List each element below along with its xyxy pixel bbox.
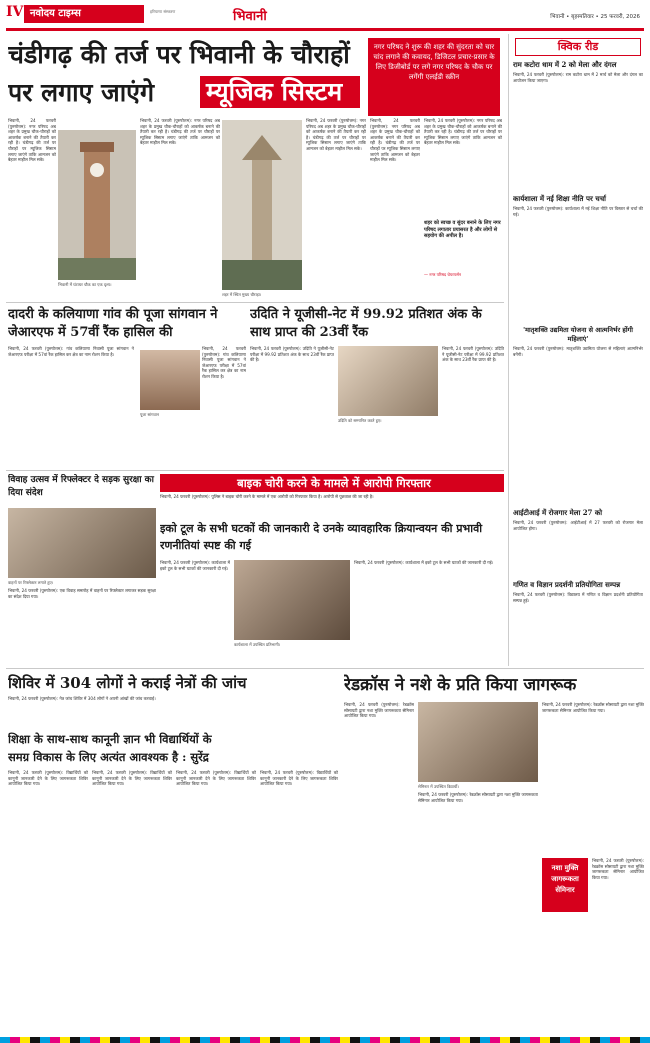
wedding-photo	[8, 508, 156, 578]
sidebar	[508, 34, 644, 666]
badge-line3: सेमिनार	[555, 886, 575, 894]
divider	[6, 302, 504, 303]
dadri-headline: दादरी के कलियाणा गांव की पूजा सांगवान ने जेआरएफ में 57वीं रैंक हासिल की	[8, 307, 218, 340]
lead-text-col2: भिवानी, 24 फरवरी (पुरुषोत्तम): नगर परिषद अब शहर के प्रमुख चौक-चौराहों को आकर्षक बनाने की तैयारी कर रही है। चंडीगढ़ की तर्ज पर चौराहों पर म्यूजिक सिस्टम लगाए जाएंगे ताकि आमजन को बेहतर माहौल मिल सके।	[140, 118, 220, 146]
edu-text-col1: भिवानी, 24 फरवरी (पुरुषोत्तम): विद्यार्थियों को कानूनी जानकारी देने के लिए जागरूकता शिविर आयोजित किया गया।	[8, 770, 88, 787]
wedding-headline: विवाह उत्सव में रिफ्लेक्टर दे सड़क सुरक्षा का दिया संदेश	[8, 475, 154, 498]
camp-headline: शिविर में 304 लोगों ने कराई नेत्रों की जांच	[8, 674, 247, 692]
dadri-caption: पूजा सांगवान	[140, 412, 160, 417]
udit-headline: उदिति ने यूजीसी-नेट में 99.92 प्रतिशत अंक के साथ प्राप्त की 23वीं रैंक	[250, 307, 482, 340]
lead-deck: नगर परिषद ने शुरू की शहर की सुंदरता को चार चांद लगाने की कवायद, डिजिटल प्रचार-प्रसार के लिए डिजीबोर्ड पर लगे नगर परिषद के चौक पर लगेंगी एलईडी स्क्रीन	[368, 38, 500, 116]
tool-photo	[234, 560, 350, 640]
sidebar-story4-text: भिवानी, 24 फरवरी (पुरुषोत्तम): आईटीआई में 27 फरवरी को रोजगार मेला आयोजित होगा।	[513, 520, 643, 531]
square-caption: शहर में स्थित मुख्य चौराहा।	[222, 292, 262, 297]
sidebar-story5-head: गणित व विज्ञान प्रदर्शनी प्रतियोगिता सम्पन्न	[513, 580, 621, 589]
square-photo	[222, 120, 302, 290]
sidebar-story2-text: भिवानी, 24 फरवरी (पुरुषोत्तम): कार्यशाला में नई शिक्षा नीति पर विस्तार से चर्चा की गई।	[513, 206, 643, 217]
redcross-badge	[542, 858, 588, 912]
page-number: IV	[6, 4, 24, 20]
registration-strip	[0, 1037, 650, 1043]
edu-text-col2: भिवानी, 24 फरवरी (पुरुषोत्तम): विद्यार्थियों को कानूनी जानकारी देने के लिए जागरूकता शिविर आयोजित किया गया।	[92, 770, 172, 787]
redcross-text: भिवानी, 24 फरवरी (पुरुषोत्तम): रेडक्रॉस सोसायटी द्वारा नशा मुक्ति जागरूकता सेमिनार आयोजित किया गया।	[344, 702, 414, 719]
clocktower-photo	[58, 130, 136, 280]
redcross-text-2: भिवानी, 24 फरवरी (पुरुषोत्तम): रेडक्रॉस सोसायटी द्वारा नशा मुक्ति जागरूकता सेमिनार आयोजित किया गया।	[542, 702, 644, 713]
sidebar-title: क्विक रीड	[515, 38, 641, 56]
tool-headline: इको टूल के सभी घटकों की जानकारी दे उनके व्यावहारिक क्रियान्वयन की प्रभावी रणनीतियां स्पष्ट की गई	[160, 522, 483, 552]
sidebar-story5-text: भिवानी, 24 फरवरी (पुरुषोत्तम): विद्यालय में गणित व विज्ञान प्रदर्शनी प्रतियोगिता सम्पन्न हुई।	[513, 592, 643, 603]
masthead-rule	[6, 28, 644, 31]
sidebar-story1-text: भिवानी, 24 फरवरी (पुरुषोत्तम): राम कटोरा धाम में 2 मार्च को मेला और दंगल का आयोजन किया जाएगा।	[513, 72, 643, 83]
tool-text-2: भिवानी, 24 फरवरी (पुरुषोत्तम): कार्यशाला में इको टूल के सभी घटकों की जानकारी दी गई।	[354, 560, 494, 565]
dadri-text-2: भिवानी, 24 फरवरी (पुरुषोत्तम): गांव कलियाणा निवासी पूजा सांगवान ने जेआरएफ परीक्षा में 57वां रैंक हासिल कर क्षेत्र का नाम रोशन किया है।	[202, 346, 246, 379]
sidebar-story3-head: 'मातृशक्ति उद्यमिता योजना से आत्मनिर्भर होंगी महिलाएं'	[523, 326, 633, 343]
redcross-caption: सेमिनार में उपस्थित विद्यार्थी।	[418, 784, 459, 789]
lead-headline-line1: चंडीगढ़ की तर्ज पर भिवानी के चौराहों	[8, 40, 350, 69]
udit-photo	[338, 346, 438, 416]
redcross-text-3: भिवानी, 24 फरवरी (पुरुषोत्तम): रेडक्रॉस सोसायटी द्वारा नशा मुक्ति जागरूकता सेमिनार आयोजित किया गया।	[418, 792, 538, 803]
udit-caption: उदिति को सम्मानित करते हुए।	[338, 418, 382, 423]
lead-quote-attribution: — नगर परिषद चेयरपर्सन	[424, 272, 461, 277]
edu-text-col4: भिवानी, 24 फरवरी (पुरुषोत्तम): विद्यार्थियों को कानूनी जानकारी देने के लिए जागरूकता शिविर आयोजित किया गया।	[260, 770, 338, 787]
lead-text-col3: भिवानी, 24 फरवरी (पुरुषोत्तम): नगर परिषद अब शहर के प्रमुख चौक-चौराहों को आकर्षक बनाने की तैयारी कर रही है। चंडीगढ़ की तर्ज पर चौराहों पर म्यूजिक सिस्टम लगाए जाएंगे ताकि आमजन को बेहतर माहौल मिल सके।	[306, 118, 366, 151]
tool-text: भिवानी, 24 फरवरी (पुरुषोत्तम): कार्यशाला में इको टूल के सभी घटकों की जानकारी दी गई।	[160, 560, 230, 571]
tool-caption: कार्यशाला में उपस्थित प्रतिभागी।	[234, 642, 281, 647]
redcross-text-4: भिवानी, 24 फरवरी (पुरुषोत्तम): रेडक्रॉस सोसायटी द्वारा नशा मुक्ति जागरूकता सेमिनार आयोजित किया गया।	[592, 858, 644, 880]
redcross-headline: रेडक्रॉस ने नशे के प्रति किया जागरूक	[344, 675, 577, 695]
lead-headline-highlight: म्यूजिक सिस्टम	[200, 76, 360, 108]
sidebar-story4-head: आईटीआई में रोजगार मेला 27 को	[513, 508, 603, 517]
masthead	[0, 0, 650, 34]
badge-line2: जागरूकता	[551, 875, 579, 883]
clocktower-caption: भिवानी में घंटाघर चौक का एक दृश्य।	[58, 282, 112, 287]
lead-quote: शहर को स्वच्छ व सुंदर बनाने के लिए नगर परिषद लगातार प्रयासरत है और लोगों से सहयोग की अपील है।	[424, 220, 501, 239]
dadri-photo	[140, 350, 200, 410]
edu-headline-line1: शिक्षा के साथ-साथ कानूनी ज्ञान भी विद्यार्थियों के	[8, 732, 212, 746]
edition-label: हरियाणा संस्करण	[150, 9, 176, 14]
divider	[6, 668, 644, 669]
square-illustration	[222, 120, 302, 290]
date-line: भिवानी • बृहस्पतिवार • 25 फरवरी, 2026	[550, 14, 640, 20]
bike-text: भिवानी, 24 फरवरी (पुरुषोत्तम): पुलिस ने बाइक चोरी करने के मामले में एक आरोपी को गिरफ्तार किया है। आरोपी से पूछताछ की जा रही है।	[160, 494, 374, 499]
sidebar-story3-text: भिवानी, 24 फरवरी (पुरुषोत्तम): मातृशक्ति उद्यमिता योजना से महिलाएं आत्मनिर्भर बनेंगी।	[513, 346, 643, 357]
lead-text-col5: भिवानी, 24 फरवरी (पुरुषोत्तम): नगर परिषद अब शहर के प्रमुख चौक-चौराहों को आकर्षक बनाने की तैयारी कर रही है। चंडीगढ़ की तर्ज पर चौराहों पर म्यूजिक सिस्टम लगाए जाएंगे ताकि आमजन को बेहतर माहौल मिल सके।	[424, 118, 502, 146]
section-title: भिवानी	[233, 9, 267, 24]
lead-headline-line2: पर लगाए जाएंगे	[8, 78, 155, 107]
paper-name: नवोदय टाइम्स	[24, 5, 144, 23]
edu-headline-line2: समग्र विकास के लिए अत्यंत आवश्यक है : सुरेंद्र	[8, 750, 209, 764]
clocktower-illustration	[58, 130, 136, 280]
badge-line1: नशा मुक्ति	[551, 864, 579, 872]
lead-text-col1: भिवानी, 24 फरवरी (पुरुषोत्तम): नगर परिषद अब शहर के प्रमुख चौक-चौराहों को आकर्षक बनाने की तैयारी कर रही है। चंडीगढ़ की तर्ज पर चौराहों पर म्यूजिक सिस्टम लगाए जाएंगे ताकि आमजन को बेहतर माहौल मिल सके।	[8, 118, 56, 163]
wedding-caption: वाहनों पर रिफ्लेक्टर लगाते हुए।	[8, 580, 54, 585]
edu-text-col3: भिवानी, 24 फरवरी (पुरुषोत्तम): विद्यार्थियों को कानूनी जानकारी देने के लिए जागरूकता शिविर आयोजित किया गया।	[176, 770, 256, 787]
divider	[6, 470, 504, 471]
lead-text-col4: भिवानी, 24 फरवरी (पुरुषोत्तम): नगर परिषद अब शहर के प्रमुख चौक-चौराहों को आकर्षक बनाने की तैयारी कर रही है। चंडीगढ़ की तर्ज पर चौराहों पर म्यूजिक सिस्टम लगाए जाएंगे ताकि आमजन को बेहतर माहौल मिल सके।	[370, 118, 420, 163]
udit-text: भिवानी, 24 फरवरी (पुरुषोत्तम): उदिति ने यूजीसी-नेट परीक्षा में 99.92 प्रतिशत अंक के साथ 23वीं रैंक प्राप्त की है।	[250, 346, 334, 363]
sidebar-story2-head: कार्यशाला में नई शिक्षा नीति पर चर्चा	[513, 194, 606, 203]
sidebar-story1-head: राम कटोरा धाम में 2 को मेला और दंगल	[513, 60, 617, 69]
bike-headline: बाइक चोरी करने के मामले में आरोपी गिरफ्तार	[237, 476, 431, 490]
redcross-photo	[418, 702, 538, 782]
udit-text-2: भिवानी, 24 फरवरी (पुरुषोत्तम): उदिति ने यूजीसी-नेट परीक्षा में 99.92 प्रतिशत अंक के साथ 23वीं रैंक प्राप्त की है।	[442, 346, 504, 363]
dadri-text: भिवानी, 24 फरवरी (पुरुषोत्तम): गांव कलियाणा निवासी पूजा सांगवान ने जेआरएफ परीक्षा में 57वां रैंक हासिल कर क्षेत्र का नाम रोशन किया है।	[8, 346, 134, 357]
camp-text: भिवानी, 24 फरवरी (पुरुषोत्तम): नेत्र जांच शिविर में 304 लोगों ने अपनी आंखों की जांच करवाई।	[8, 696, 156, 701]
wedding-text: भिवानी, 24 फरवरी (पुरुषोत्तम): एक विवाह समारोह में वाहनों पर रिफ्लेक्टर लगाकर सड़क सुरक्षा का संदेश दिया गया।	[8, 588, 156, 599]
